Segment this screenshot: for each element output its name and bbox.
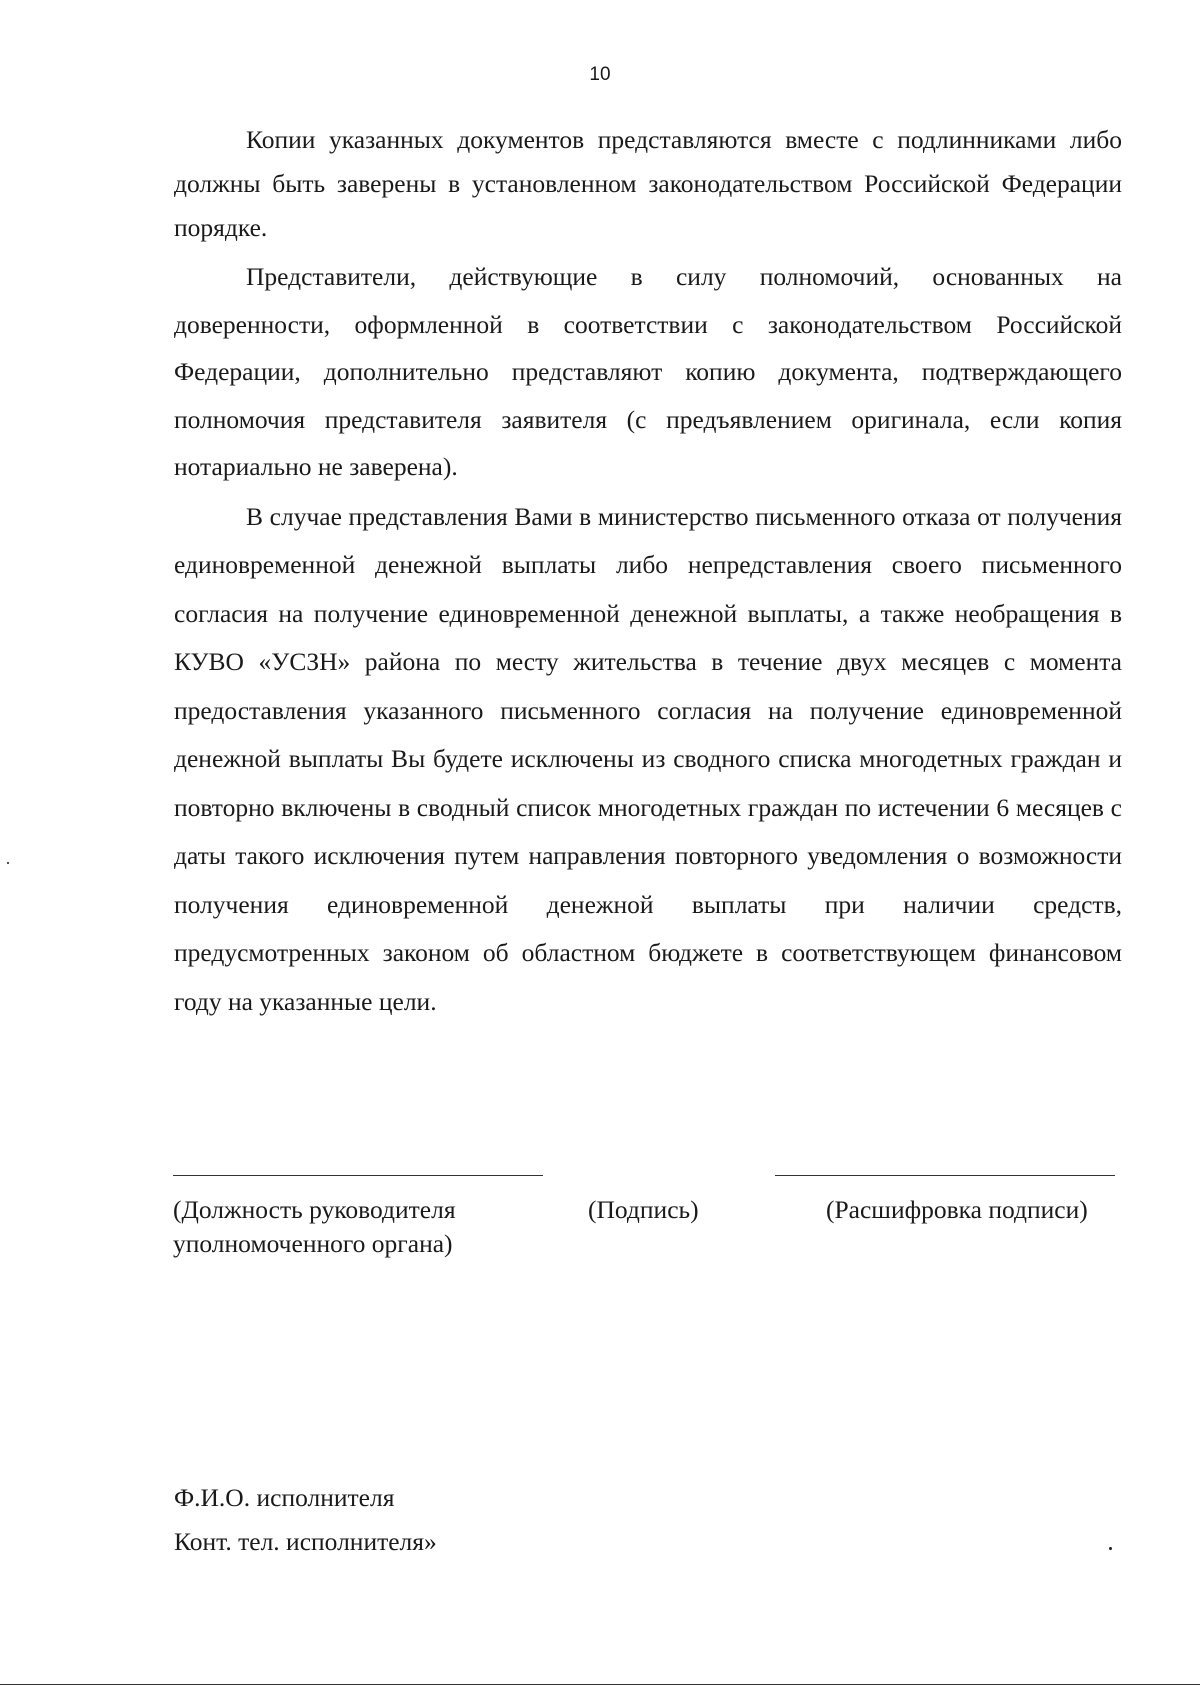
paragraph-refusal: В случае представления Вами в министерство письменного отказа от получения единовременной денежной выплаты либо непредставления своего письменного согласия на получение единовременной денежной выплаты, а также необращения в КУВО «УСЗН» района по месту жительства в течение двух месяцев с момента предоставления указанного письменного согласия на получение единовременной денежной выплаты Вы будете исключены из сводного списка многодетных граждан и повторно включены в сводный список многодетных граждан по истечении 6 месяцев с даты такого исключения путем направления повторного уведомления о возможности получения единовременной денежной выплаты при наличии средств, предусмотренных законом об областном бюджете в соответствующем финансовом году на указанные цели. (174, 501, 1122, 1016)
signature-caption: (Подпись) (588, 1195, 699, 1224)
margin-mark (7, 862, 9, 864)
position-caption-line1: (Должность руководителя (173, 1195, 456, 1224)
position-caption-line2: уполномоченного органа) (173, 1229, 453, 1258)
decoding-caption: (Расшифровка подписи) (826, 1195, 1088, 1224)
executor-phone-label: Конт. тел. исполнителя» (174, 1527, 437, 1556)
decoding-signature-line (775, 1175, 1115, 1176)
bottom-edge-rule (0, 1684, 1200, 1685)
executor-name-label: Ф.И.О. исполнителя (174, 1483, 395, 1512)
page-number: 10 (589, 64, 611, 85)
position-signature-line (173, 1175, 543, 1176)
stray-mark (1109, 1547, 1112, 1550)
paragraph-representatives: Представители, действующие в силу полномочий, основанных на доверенности, оформленной в соответствии с законодательством Российской Федерации, дополнительно представляют копию документа, подтверждающего полномочия представителя заявителя (с предъявлением оригинала, если копия нотариально не заверена). (174, 262, 1122, 481)
signature-block (173, 1193, 456, 1261)
document-body (174, 118, 1122, 1026)
paragraph-copies: Копии указанных документов представляются вместе с подлинниками либо должны быть заверены в установленном законодательством Российской Федерации порядке. (174, 125, 1122, 242)
